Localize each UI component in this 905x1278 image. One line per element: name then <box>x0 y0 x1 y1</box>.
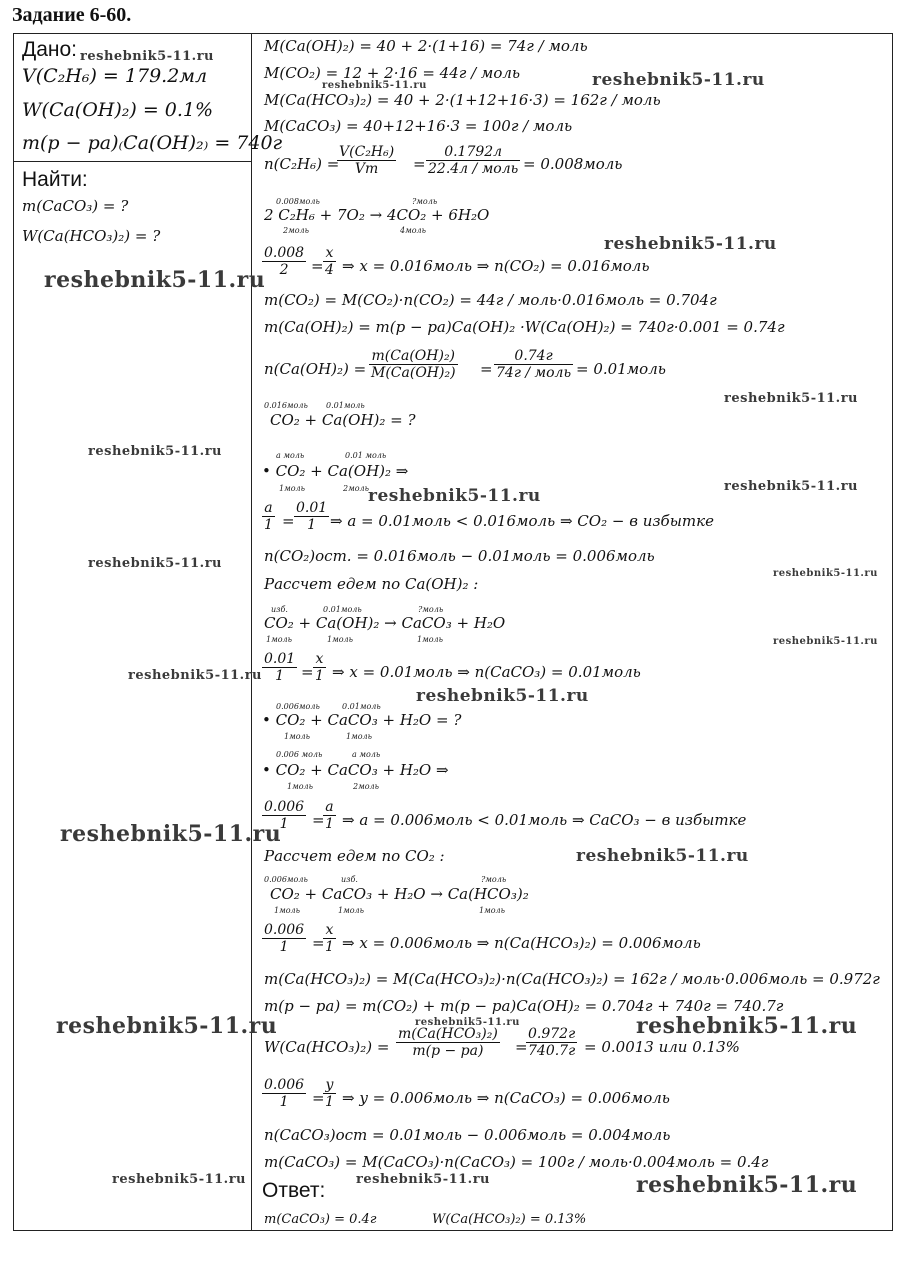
fraction-denominator: 1 <box>279 816 289 832</box>
question-reaction-3: • CO₂ + CaCO₃ + H₂O = ? <box>262 711 462 729</box>
coef-above: 0.01моль <box>323 605 362 614</box>
fraction <box>526 1026 577 1059</box>
watermark: reshebnik5-11.ru <box>356 1172 491 1187</box>
watermark: reshebnik5-11.ru <box>576 846 749 866</box>
molar-bicarbonate: M(Ca(HCO₃)₂) = 40 + 2·(1+12+16·3) = 162г / моль <box>264 91 661 109</box>
coef-below: 1моль <box>279 484 305 493</box>
answer-bicarbonate: W(Ca(HCO₃)₂) = 0.13% <box>432 1212 587 1227</box>
equation-carbonate: CO₂ + Ca(OH)₂ → CaCO₃ + H₂O <box>264 614 506 632</box>
mass-bicarbonate: m(Ca(HCO₃)₂) = M(Ca(HCO₃)₂)·n(Ca(HCO₃)₂) = 162г / моль·0.006моль = 0.972г <box>264 970 880 988</box>
watermark: reshebnik5-11.ru <box>415 1017 520 1028</box>
watermark: reshebnik5-11.ru <box>416 686 589 706</box>
co2-remaining: n(CO₂)ост. = 0.016моль − 0.01моль = 0.006моль <box>264 547 655 565</box>
coef-above: 0.016моль <box>264 401 308 410</box>
given-volume: V(C₂H₆) = 179.2мл <box>22 65 208 87</box>
proportion-result: ⇒ y = 0.006моль ⇒ n(CaCO₃) = 0.006моль <box>342 1089 670 1107</box>
coef-below: 1моль <box>287 782 313 791</box>
fraction <box>323 1077 336 1110</box>
proportion-result: ⇒ x = 0.016моль ⇒ n(CO₂) = 0.016моль <box>342 257 650 275</box>
fraction-denominator: 1 <box>279 1094 289 1110</box>
watermark: reshebnik5-11.ru <box>60 821 282 847</box>
mass-co2: m(CO₂) = M(CO₂)·n(CO₂) = 44г / моль·0.016моль = 0.704г <box>264 291 717 309</box>
watermark: reshebnik5-11.ru <box>636 1013 858 1039</box>
watermark: reshebnik5-11.ru <box>604 234 777 254</box>
fraction-numerator: a <box>323 799 336 816</box>
watermark: reshebnik5-11.ru <box>44 267 266 293</box>
watermark: reshebnik5-11.ru <box>88 444 223 459</box>
watermark: reshebnik5-11.ru <box>773 568 878 579</box>
coef-above: a моль <box>352 750 381 759</box>
watermark: reshebnik5-11.ru <box>773 636 878 647</box>
fraction-denominator: 740.7г <box>528 1043 576 1059</box>
fraction-denominator: 1 <box>325 816 334 832</box>
n-caoh2-result: = 0.01моль <box>576 360 666 378</box>
fraction-denominator: M(Ca(OH)₂) <box>371 365 456 381</box>
watermark: reshebnik5-11.ru <box>112 1172 247 1187</box>
watermark: reshebnik5-11.ru <box>128 668 263 683</box>
proportion-result: ⇒ a = 0.006моль < 0.01моль ⇒ CaCO₃ − в избытке <box>342 811 747 829</box>
fraction-numerator: 0.972г <box>528 1026 576 1042</box>
equals-sign: = <box>311 257 324 275</box>
equation-combustion: 2 C₂H₆ + 7O₂ → 4CO₂ + 6H₂O <box>264 206 490 224</box>
proportion-result: ⇒ x = 0.006моль ⇒ n(Ca(HCO₃)₂) = 0.006моль <box>342 934 701 952</box>
mass-caco3: m(CaCO₃) = M(CaCO₃)·n(CaCO₃) = 100г / моль·0.004моль = 0.4г <box>264 1153 769 1171</box>
fraction-numerator: 0.006 <box>264 1077 305 1093</box>
fraction-numerator: 0.01 <box>296 500 328 516</box>
watermark: reshebnik5-11.ru <box>724 391 859 406</box>
coef-below: 1моль <box>479 906 505 915</box>
given-find-divider <box>13 161 251 162</box>
calc-basis-1: Рассчет едем по Ca(OH)₂ : <box>264 575 479 593</box>
equals-sign: = <box>515 1038 528 1056</box>
coef-above: 0.006 моль <box>276 750 323 759</box>
coef-below: 1моль <box>284 732 310 741</box>
fraction <box>426 144 520 177</box>
coef-above: 0.01моль <box>342 702 381 711</box>
coef-below: 4моль <box>400 226 426 235</box>
w-bicarbonate-lhs: W(Ca(HCO₃)₂) = <box>264 1038 390 1056</box>
fraction <box>337 144 396 177</box>
given-header: Дано: <box>22 38 78 61</box>
coef-above: ?моль <box>418 605 444 614</box>
fraction-denominator: m(p − pa) <box>412 1043 484 1059</box>
equals-sign: = <box>301 663 314 681</box>
fraction-numerator: 0.006 <box>264 799 305 815</box>
w-bicarbonate-result: = 0.0013 или 0.13% <box>584 1038 740 1056</box>
fraction <box>323 799 336 832</box>
fraction <box>313 651 326 684</box>
question-reaction-2: • CO₂ + Ca(OH)₂ ⇒ <box>262 462 409 480</box>
n-c2h6-lhs: n(C₂H₆) = <box>264 155 340 173</box>
fraction-denominator: 1 <box>264 517 273 533</box>
fraction-numerator: V(C₂H₆) <box>339 144 395 160</box>
fraction-denominator: 1 <box>275 668 285 684</box>
n-c2h6-result: = 0.008моль <box>523 155 623 173</box>
fraction-numerator: 0.006 <box>264 922 305 938</box>
fraction-numerator: x <box>313 651 326 668</box>
calc-basis-2: Рассчет едем по CO₂ : <box>264 847 445 865</box>
given-fraction: W(Ca(OH)₂) = 0.1% <box>22 99 214 121</box>
proportion-result: ⇒ a = 0.01моль < 0.016моль ⇒ CO₂ − в избытке <box>330 512 714 530</box>
equals-sign: = <box>480 360 493 378</box>
fraction <box>262 651 297 684</box>
coef-below: 1моль <box>338 906 364 915</box>
fraction-denominator: 1 <box>315 668 324 684</box>
mass-solution: m(p − pa) = m(CO₂) + m(p − pa)Ca(OH)₂ = 0.704г + 740г = 740.7г <box>264 997 784 1015</box>
fraction-denominator: 1 <box>279 939 289 955</box>
coef-below: 1моль <box>274 906 300 915</box>
question-reaction-1: CO₂ + Ca(OH)₂ = ? <box>270 411 416 429</box>
coef-below: 1моль <box>266 635 292 644</box>
find-bicarbonate: W(Ca(HCO₃)₂) = ? <box>22 227 161 245</box>
given-solution-mass: m(p − pa)₍Ca(OH)₂₎ = 740г <box>22 132 283 154</box>
equals-sign: = <box>312 811 325 829</box>
fraction <box>369 348 458 381</box>
watermark: reshebnik5-11.ru <box>724 479 859 494</box>
molar-caco3: M(CaCO₃) = 40+12+16·3 = 100г / моль <box>264 117 573 135</box>
coef-above: 0.01 моль <box>345 451 387 460</box>
fraction-denominator: 2 <box>279 262 289 278</box>
coef-below: 1моль <box>346 732 372 741</box>
equals-sign: = <box>413 155 426 173</box>
coef-above: 0.006моль <box>276 702 320 711</box>
fraction <box>294 500 329 533</box>
watermark: reshebnik5-11.ru <box>56 1013 278 1039</box>
question-reaction-4: • CO₂ + CaCO₃ + H₂O ⇒ <box>262 761 449 779</box>
fraction <box>262 1077 306 1110</box>
fraction-denominator: Vm <box>354 161 379 177</box>
watermark: reshebnik5-11.ru <box>592 70 765 90</box>
coef-above: a моль <box>276 451 305 460</box>
fraction-numerator: m(Ca(OH)₂) <box>369 348 458 365</box>
fraction-numerator: x <box>323 245 336 262</box>
coef-above: ?моль <box>481 875 507 884</box>
watermark: reshebnik5-11.ru <box>88 556 223 571</box>
fraction-numerator: 0.74г <box>494 348 573 365</box>
fraction-numerator: 0.1792л <box>426 144 520 161</box>
mass-caoh2: m(Ca(OH)₂) = m(p − pa)Ca(OH)₂ ·W(Ca(OH)₂) = 740г·0.001 = 0.74г <box>264 318 785 336</box>
fraction-denominator: 22.4л / моль <box>428 161 519 177</box>
fraction <box>323 922 336 955</box>
equation-bicarbonate: CO₂ + CaCO₃ + H₂O → Ca(HCO₃)₂ <box>270 885 529 903</box>
fraction-numerator: m(Ca(HCO₃)₂) <box>398 1026 498 1042</box>
watermark: reshebnik5-11.ru <box>322 80 427 91</box>
coef-above: 0.008моль <box>276 197 320 206</box>
find-header: Найти: <box>22 168 88 191</box>
watermark: reshebnik5-11.ru <box>636 1172 858 1198</box>
fraction-denominator: 1 <box>325 939 334 955</box>
fraction-denominator: 1 <box>307 517 317 533</box>
fraction-numerator: a <box>262 500 275 517</box>
coef-below: 2моль <box>283 226 309 235</box>
fraction <box>323 245 336 278</box>
watermark: reshebnik5-11.ru <box>80 49 215 64</box>
answer-caco3: m(CaCO₃) = 0.4г <box>264 1212 377 1227</box>
fraction-numerator: x <box>323 922 336 939</box>
molar-co2: M(CO₂) = 12 + 2·16 = 44г / моль <box>264 64 521 82</box>
fraction-denominator: 74г / моль <box>496 365 572 381</box>
coef-below: 2моль <box>343 484 369 493</box>
coef-below: 1моль <box>327 635 353 644</box>
coef-above: ?моль <box>412 197 438 206</box>
proportion-result: ⇒ x = 0.01моль ⇒ n(CaCO₃) = 0.01моль <box>332 663 641 681</box>
caco3-remaining: n(CaCO₃)ост = 0.01моль − 0.006моль = 0.004моль <box>264 1126 671 1144</box>
watermark: reshebnik5-11.ru <box>368 486 541 506</box>
equals-sign: = <box>312 934 325 952</box>
coef-below: 1моль <box>417 635 443 644</box>
fraction <box>494 348 573 381</box>
fraction <box>262 245 306 278</box>
fraction-numerator: 0.008 <box>264 245 305 261</box>
coef-above: 0.006моль <box>264 875 308 884</box>
coef-above: изб. <box>341 875 358 884</box>
fraction <box>262 922 306 955</box>
molar-caoh2: M(Ca(OH)₂) = 40 + 2·(1+16) = 74г / моль <box>264 37 588 55</box>
fraction-numerator: y <box>323 1077 336 1094</box>
fraction-denominator: 4 <box>325 262 334 278</box>
equals-sign: = <box>312 1089 325 1107</box>
coef-below: 2моль <box>353 782 379 791</box>
column-divider <box>251 33 252 1231</box>
fraction <box>396 1026 500 1059</box>
find-caco3: m(CaCO₃) = ? <box>22 197 129 215</box>
equals-sign: = <box>282 512 295 530</box>
page-title: Задание 6-60. <box>12 4 132 26</box>
n-caoh2-lhs: n(Ca(OH)₂) = <box>264 360 367 378</box>
coef-above: 0.01моль <box>326 401 365 410</box>
fraction <box>262 500 275 533</box>
coef-above: изб. <box>271 605 288 614</box>
fraction-numerator: 0.01 <box>264 651 296 667</box>
fraction-denominator: 1 <box>325 1094 334 1110</box>
answer-label: Ответ: <box>262 1179 326 1202</box>
